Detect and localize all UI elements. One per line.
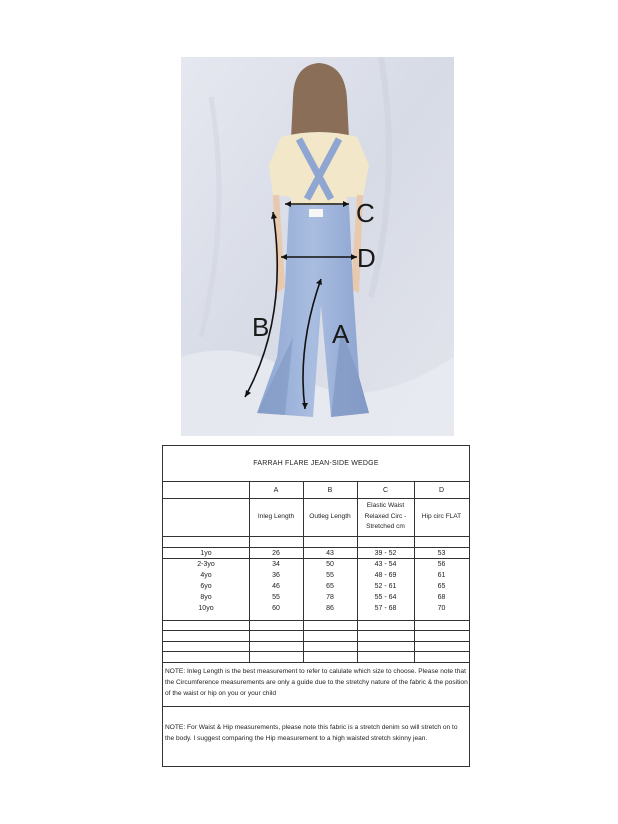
waist-cell: 48 - 69 [374,572,397,579]
hip-cell: 68 [437,594,446,601]
outleg-cell: 50 [326,561,334,568]
hip-cell: 70 [437,605,446,612]
inleg-cell: 55 [272,594,280,601]
note-inleg: NOTE: Inleg Length is the best measurement to refer to calulate which size to choose. Please note that the Circumference measurements are only a guide due to the stretchy nature of the fabric & the position of the waist or hip on you or your child [165,668,468,697]
hip-cell: 56 [437,561,446,568]
waist-cell: 43 - 54 [374,561,397,568]
table-title: FARRAH FLARE JEAN-SIDE WEDGE [163,446,469,482]
size-cell: 6yo [200,583,212,590]
note-stretch: NOTE: For Waist & Hip measurements, please note this fabric is a stretch denim so will stretch on to the body. I suggest comparing the Hip measurement to a high waisted stretch skinny jean. [165,724,458,742]
outleg-cell: 43 [326,550,334,557]
col-head-c: C [382,487,389,494]
outleg-cell: 65 [326,583,334,590]
inleg-cell: 36 [272,572,280,579]
measure-label-a: A [332,319,350,349]
subhead-inleg: Inleg Length [257,513,295,520]
size-cell: 4yo [200,572,212,579]
inleg-cell: 34 [272,561,280,568]
outleg-cell: 86 [326,605,334,612]
inleg-cell: 26 [272,550,280,557]
inleg-cell: 46 [272,583,280,590]
waist-label [309,209,323,217]
waist-cell: 39 - 52 [374,550,397,557]
size-cell: 1yo [200,550,212,557]
size-cell: 8yo [200,594,212,601]
hip-cell: 61 [437,572,446,579]
hip-cell: 53 [437,550,446,557]
col-head-d: D [438,487,445,494]
size-chart-table [162,445,470,767]
outleg-cell: 78 [326,594,334,601]
waist-cell: 55 - 64 [374,594,397,601]
measure-label-b: B [252,312,270,342]
measure-label-d: D [357,243,376,273]
size-cell: 10yo [198,605,214,612]
outleg-cell: 55 [326,572,334,579]
size-cell: 2-3yo [197,561,215,568]
waist-cell: 57 - 68 [374,605,397,612]
subhead-waist: Elastic Waist Relaxed Circ - Stretched cm [364,502,407,530]
subhead-outleg: Outleg Length [309,513,351,520]
col-head-a: A [273,487,279,494]
col-head-b: B [327,487,333,494]
subhead-hip: Hip circ FLAT [421,513,462,520]
measure-label-c: C [356,198,375,228]
inleg-cell: 60 [272,605,280,612]
product-photo [181,57,454,436]
waist-cell: 52 - 61 [374,583,397,590]
hip-cell: 65 [437,583,446,590]
photo-illustration [181,57,454,436]
